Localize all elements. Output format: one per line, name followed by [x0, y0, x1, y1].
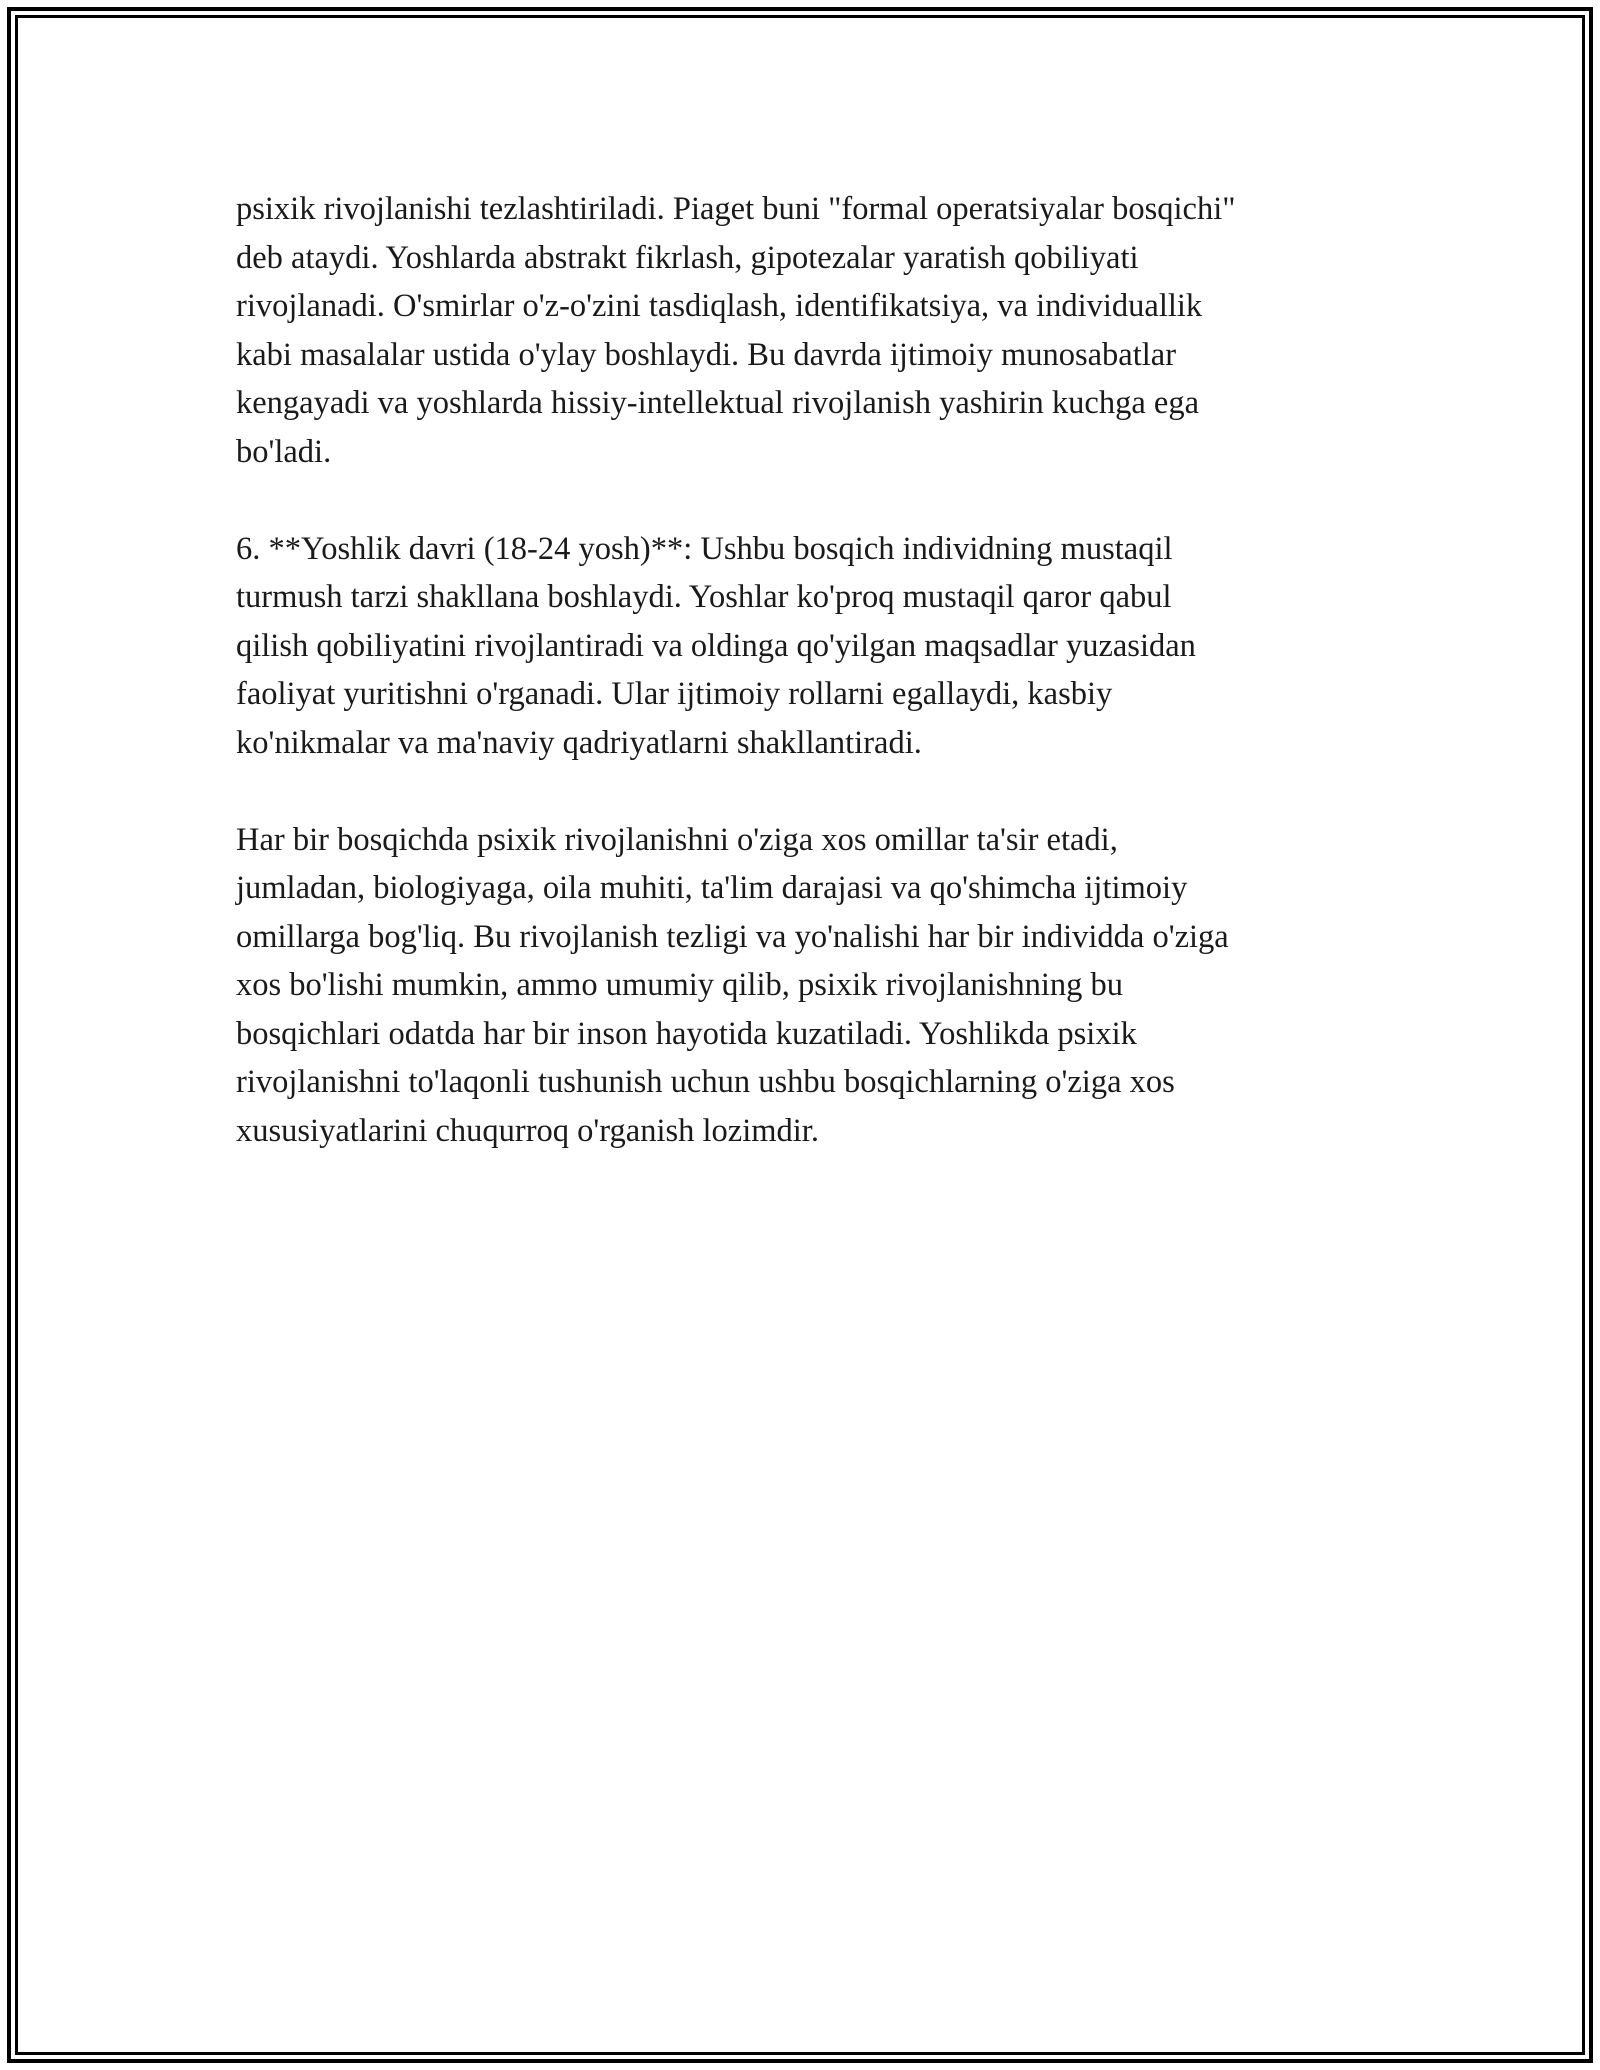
text-line: xos bo'lishi mumkin, ammo umumiy qilib, psixik rivojlanishning bu	[236, 967, 1123, 1003]
paragraph-1	[236, 185, 1376, 476]
text-line: deb ataydi. Yoshlarda abstrakt fikrlash, gipotezalar yaratish qobiliyati	[236, 239, 1139, 276]
text-line: kabi masalalar ustida o'ylay boshlaydi. Bu davrda ijtimoiy munosabatlar	[236, 336, 1177, 373]
text-line: ko'nikmalar va ma'naviy qadriyatlarni shakllantiradi.	[236, 724, 922, 761]
text-line: bo'ladi.	[236, 433, 332, 470]
text-line: kengayadi va yoshlarda hissiy-intellektual rivojlanish yashirin kuchga ega	[236, 385, 1200, 421]
text-line: rivojlanishni to'laqonli tushunish uchun ushbu bosqichlarning o'ziga xos	[236, 1064, 1175, 1100]
text-line: Har bir bosqichda psixik rivojlanishni o'ziga xos omillar ta'sir etadi,	[236, 821, 1118, 858]
text-line: qilish qobiliyatini rivojlantiradi va oldinga qo'yilgan maqsadlar yuzasidan	[236, 627, 1196, 664]
text-line: rivojlanadi. O'smirlar o'z-o'zini tasdiqlash, identifikatsiya, va individuallik	[236, 288, 1203, 324]
paragraph-3	[236, 816, 1376, 1156]
text-line: turmush tarzi shakllana boshlaydi. Yoshlar ko'proq mustaqil qaror qabul	[236, 579, 1172, 615]
text-line: psixik rivojlanishi tezlashtiriladi. Piaget buni "formal operatsiyalar bosqichi"	[236, 191, 1236, 227]
text-line: jumladan, biologiyaga, oila muhiti, ta'lim darajasi va qo'shimcha ijtimoiy	[236, 870, 1188, 906]
paragraph-2	[236, 525, 1376, 768]
text-line: bosqichlari odatda har bir inson hayotida kuzatiladi. Yoshlikda psixik	[236, 1015, 1137, 1052]
text-line: faoliyat yuritishni o'rganadi. Ular ijtimoiy rollarni egallaydi, kasbiy	[236, 676, 1113, 712]
text-line: 6. **Yoshlik davri (18-24 yosh)**: Ushbu bosqich individning mustaqil	[236, 530, 1173, 567]
text-line: omillarga bog'liq. Bu rivojlanish tezligi va yo'nalishi har bir individda o'ziga	[236, 918, 1229, 955]
text-line: xususiyatlarini chuqurroq o'rganish lozimdir.	[236, 1112, 819, 1149]
document-body	[236, 185, 1376, 1155]
